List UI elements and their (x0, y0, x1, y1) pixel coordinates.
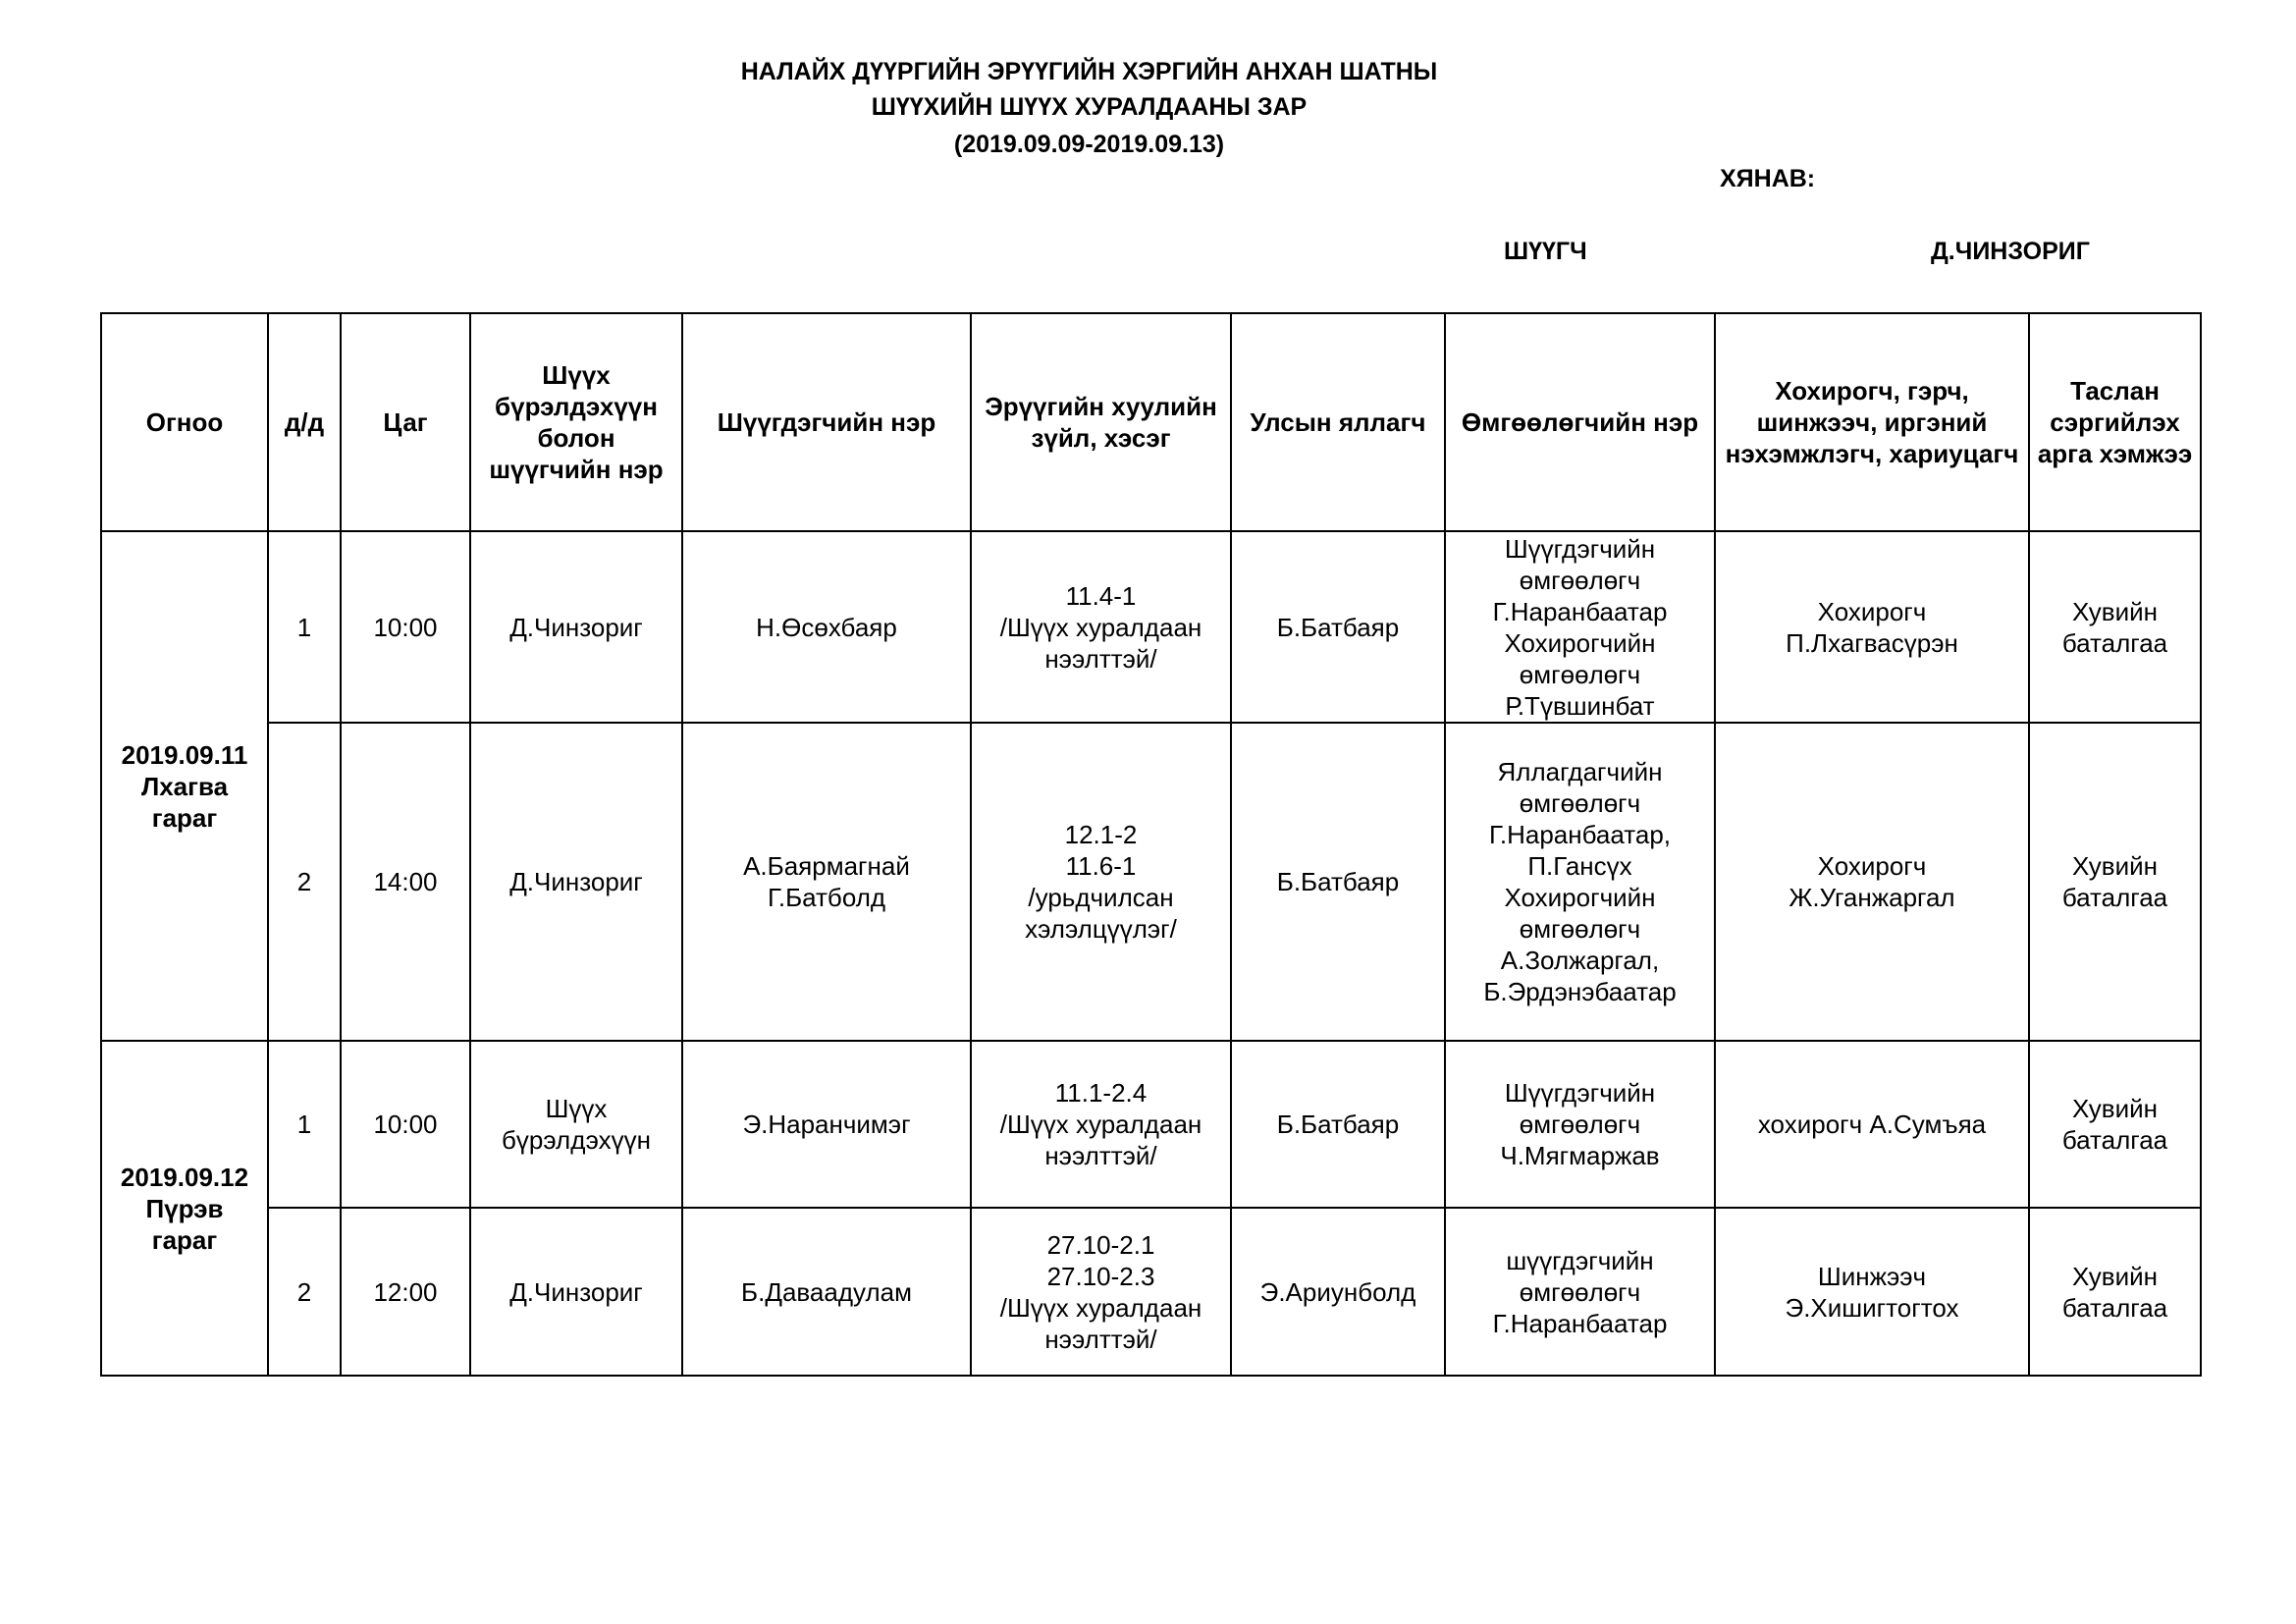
row-number: 2 (268, 723, 341, 1041)
defendant-cell: Б.Даваадулам (682, 1208, 971, 1376)
article-cell: 11.1-2.4 /Шүүх хуралдаан нээлттэй/ (971, 1041, 1231, 1208)
date-cell: 2019.09.12 Пүрэв гараг (101, 1041, 268, 1376)
column-header-time: Цаг (341, 313, 470, 531)
judge-name: Д.ЧИНЗОРИГ (1931, 238, 2090, 265)
row-number: 1 (268, 531, 341, 723)
hearing-schedule-table (100, 312, 2202, 1377)
defendant-cell: Э.Наранчимэг (682, 1041, 971, 1208)
measure-cell: Хувийн баталгаа (2029, 1041, 2201, 1208)
defendant-cell: А.Баярмагнай Г.Батболд (682, 723, 971, 1041)
hearing-time: 10:00 (341, 531, 470, 723)
column-header-number: д/д (268, 313, 341, 531)
column-header-date: Огноо (101, 313, 268, 531)
prosecutor-cell: Б.Батбаяр (1231, 531, 1445, 723)
judge-label: ШҮҮГЧ (1504, 238, 1587, 265)
lawyer-cell: Шүүгдэгчийн өмгөөлөгч Ч.Мягмаржав (1445, 1041, 1715, 1208)
prosecutor-cell: Э.Ариунболд (1231, 1208, 1445, 1376)
victim-cell: Хохирогч Ж.Уганжаргал (1715, 723, 2029, 1041)
prosecutor-cell: Б.Батбаяр (1231, 723, 1445, 1041)
victim-cell: Хохирогч П.Лхагвасүрэн (1715, 531, 2029, 723)
measure-cell: Хувийн баталгаа (2029, 1208, 2201, 1376)
measure-cell: Хувийн баталгаа (2029, 531, 2201, 723)
column-header-article: Эрүүгийн хуулийн зүйл, хэсэг (971, 313, 1231, 531)
article-cell: 27.10-2.1 27.10-2.3 /Шүүх хуралдаан нээлттэй/ (971, 1208, 1231, 1376)
table-header-row (101, 313, 2201, 531)
table-row (101, 1208, 2201, 1376)
victim-cell: Шинжээч Э.Хишигтогтох (1715, 1208, 2029, 1376)
victim-cell: хохирогч А.Сумъяа (1715, 1041, 2029, 1208)
approval-label: ХЯНАВ: (1720, 165, 1816, 192)
judge-cell: Д.Чинзориг (470, 1208, 682, 1376)
lawyer-cell: Шүүгдэгчийн өмгөөлөгч Г.Наранбаатар Хохирогчийн өмгөөлөгч Р.Түвшинбат (1445, 531, 1715, 723)
lawyer-cell: шүүгдэгчийн өмгөөлөгч Г.Наранбаатар (1445, 1208, 1715, 1376)
table-row (101, 531, 2201, 723)
measure-cell: Хувийн баталгаа (2029, 723, 2201, 1041)
hearing-time: 10:00 (341, 1041, 470, 1208)
article-cell: 11.4-1 /Шүүх хуралдаан нээлттэй/ (971, 531, 1231, 723)
prosecutor-cell: Б.Батбаяр (1231, 1041, 1445, 1208)
column-header-measure: Таслан сэргийлэх арга хэмжээ (2029, 313, 2201, 531)
judge-cell: Шүүх бүрэлдэхүүн (470, 1041, 682, 1208)
column-header-victim: Хохирогч, гэрч, шинжээч, иргэний нэхэмжлэгч, хариуцагч (1715, 313, 2029, 531)
column-header-prosecutor: Улсын яллагч (1231, 313, 1445, 531)
date-cell: 2019.09.11 Лхагва гараг (101, 531, 268, 1041)
hearing-time: 14:00 (341, 723, 470, 1041)
hearing-time: 12:00 (341, 1208, 470, 1376)
column-header-defendant: Шүүгдэгчийн нэр (682, 313, 971, 531)
judge-cell: Д.Чинзориг (470, 531, 682, 723)
column-header-judge: Шүүх бүрэлдэхүүн болон шүүгчийн нэр (470, 313, 682, 531)
notice-date-range: (2019.09.09-2019.09.13) (953, 131, 1225, 158)
row-number: 2 (268, 1208, 341, 1376)
judge-cell: Д.Чинзориг (470, 723, 682, 1041)
article-cell: 12.1-2 11.6-1 /урьдчилсан хэлэлцүүлэг/ (971, 723, 1231, 1041)
notice-title-line1: НАЛАЙХ ДҮҮРГИЙН ЭРҮҮГИЙН ХЭРГИЙН АНХАН ШАТНЫ (740, 58, 1438, 85)
table-row (101, 723, 2201, 1041)
notice-title-line2: ШҮҮХИЙН ШҮҮХ ХУРАЛДААНЫ ЗАР (871, 93, 1308, 121)
row-number: 1 (268, 1041, 341, 1208)
defendant-cell: Н.Өсөхбаяр (682, 531, 971, 723)
table-row (101, 1041, 2201, 1208)
column-header-lawyer: Өмгөөлөгчийн нэр (1445, 313, 1715, 531)
lawyer-cell: Яллагдагчийн өмгөөлөгч Г.Наранбаатар, П.Гансүх Хохирогчийн өмгөөлөгч А.Золжаргал, Б.Эрдэнэбаатар (1445, 723, 1715, 1041)
